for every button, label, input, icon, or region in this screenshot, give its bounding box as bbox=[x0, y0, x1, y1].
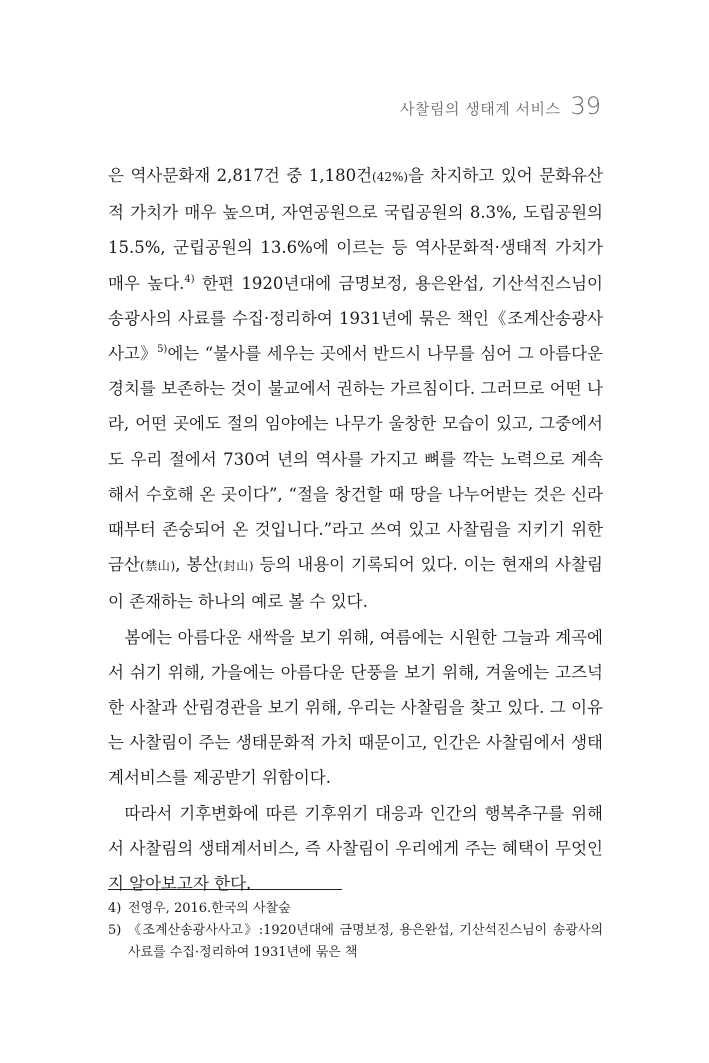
footnote-ref-5[interactable]: 5) bbox=[157, 344, 168, 356]
paragraph-1-part-4: 에는 “불사를 세우는 곳에서 반드시 나무를 심어 그 아름다운 경치를 보존하는 것이 불교에서 권하는 가르침이다. 그러므로 어떤 나라, 어떤 곳에도 절의 임야에는 나무가 울창한 모습이 있고, 그중에서도 우리 절에서 730여 년의 역사를 가지고 뼈를 깍는 노력으로 계속해서 수호해 온 곳이다”, “절을 창건할 때 땅을 나누어받는 것은 신라 때부터 존숭되어 온 것입니다.”라고 쓰여 있고 사찰림을 지키기 위한 금산 bbox=[108, 344, 603, 575]
footnote-5 bbox=[108, 920, 603, 964]
footnotes bbox=[108, 898, 603, 964]
paragraph-2: 봄에는 아름다운 새싹을 보기 위해, 여름에는 시원한 그늘과 계곡에서 쉬기 위해, 가을에는 아름다운 단풍을 보기 위해, 겨울에는 고즈넉한 사찰과 산림경관을 보기 위해, 우리는 사찰림을 찾고 있다. 그 이유는 사찰림이 주는 생태문화적 가치 때문이고, 인간은 사찰림에서 생태계서비스를 제공받기 위함이다. bbox=[108, 627, 603, 788]
hanja-bongsan: (封山) bbox=[218, 559, 254, 574]
chapter-title: 사찰림의 생태계 서비스 bbox=[400, 100, 561, 118]
paragraph-1 bbox=[108, 158, 603, 620]
paragraph-3: 따라서 기후변화에 따른 기후위기 대응과 인간의 행복추구를 위해서 사찰림의 생태계서비스, 즉 사찰림이 우리에게 주는 혜택이 무엇인지 알아보고자 한다. bbox=[108, 803, 603, 894]
paragraph-1-part-2: 을 차지하고 있어 문화유산적 가치가 매우 높으며, 자연공원으로 국립공원의 8.3%, 도립공원의 15.5%, 군립공원의 13.6%에 이르는 등 역사문화적·생태적 가치가 매우 높다. bbox=[108, 166, 603, 293]
paragraph-1-part-5: , 봉산 bbox=[175, 555, 219, 575]
paragraph-1-part-1: 은 역사문화재 2,817건 중 1,180건 bbox=[108, 166, 373, 185]
page-number: 39 bbox=[570, 92, 601, 120]
footnote-text: 《조계산송광사사고》:1920년대에 금명보정, 용은완섭, 기산석진스님이 송광사의 사료를 수집·정리하여 1931년에 묶은 책 bbox=[128, 923, 603, 960]
footnote-text: 전영우, 2016.한국의 사찰숲 bbox=[128, 901, 291, 916]
footnote-number: 4) bbox=[108, 901, 122, 916]
footnote-divider bbox=[108, 889, 342, 890]
footnote-number: 5) bbox=[108, 923, 122, 938]
percentage-note: (42%) bbox=[372, 170, 409, 184]
paragraph-1-part-6: 등의 내용이 기록되어 있다. 이는 현재의 사찰림이 존재하는 하나의 예로 볼 수 있다. bbox=[108, 555, 603, 612]
paragraph-1-part-3: 한편 1920년대에 금명보정, 용은완섭, 기산석진스님이 송광사의 사료를 수집·정리하여 1931년에 묶은 책인《조계산송광사사고》 bbox=[108, 273, 603, 364]
footnote-4 bbox=[108, 898, 603, 920]
body-text bbox=[108, 158, 603, 901]
hanja-geumsan: (禁山) bbox=[139, 559, 176, 574]
running-header bbox=[400, 92, 601, 120]
footnote-ref-4[interactable]: 4) bbox=[184, 273, 195, 285]
